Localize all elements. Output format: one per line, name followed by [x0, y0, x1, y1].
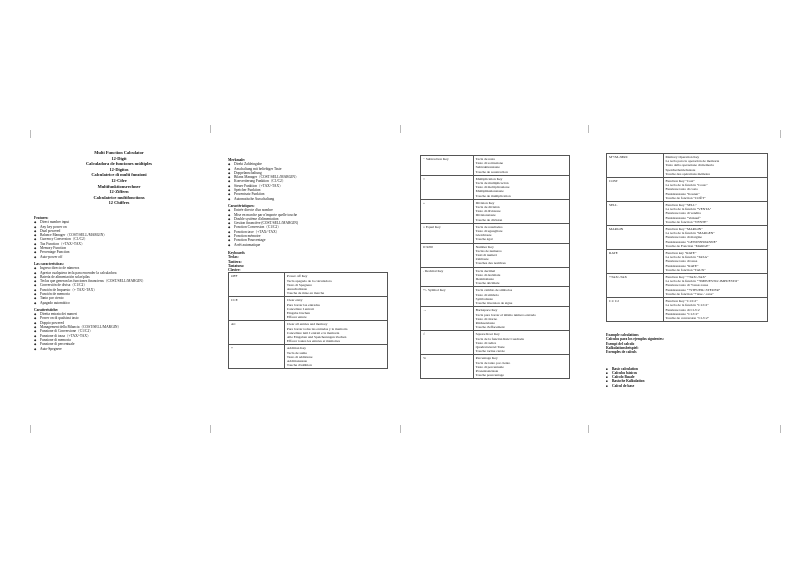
key-description-line: Tasto di simbolo: [475, 292, 499, 297]
key-description: [663, 250, 767, 274]
key-description: [473, 156, 569, 176]
title-line: Calculatrice multifonctions: [93, 194, 145, 200]
key-description-line: Touche de fonction "TAUX": [665, 267, 706, 272]
keyboards-line: Clavier:: [228, 268, 241, 273]
key-description-line: Effacer entrée: [286, 315, 307, 320]
crop-mark: [210, 125, 219, 133]
key-description-line: Tasto di moltiplicazione: [475, 185, 510, 190]
key-table: [420, 155, 570, 379]
key-description: [473, 331, 569, 355]
key-row: [229, 345, 388, 369]
key-name: COST: [607, 178, 664, 202]
column-3: [420, 155, 570, 379]
calc-item: ■ Basische Kalkulation: [606, 379, 768, 383]
example-line: Calculos para los ejemplos siguientes:: [606, 337, 664, 342]
crop-mark: [210, 425, 219, 433]
title-line: 12-Cifre: [111, 177, 127, 183]
key-description: [473, 243, 569, 267]
key-name: M+/M-/MRC: [607, 154, 664, 178]
key-description-line: Teclas de numeros: [475, 248, 502, 253]
key-description-line: Touche de Fonction "MARGE": [665, 243, 710, 248]
key-description-line: Funktionstaste "GEWINNSPANNE": [665, 239, 718, 244]
key-description-line: Cancellare tutti I entrati e la memoria: [286, 330, 340, 335]
feature-item: ◆ Teclas que generan las funciones financieras（COST/SELL/MARGIN）: [34, 279, 204, 283]
feature-item: ◆ Direct number input: [34, 220, 204, 224]
example-line: Kalkulationsbeispiel:: [606, 346, 639, 350]
key-table: [228, 272, 388, 369]
key-description-line: Function Key "+TAX/-TAX": [665, 275, 707, 280]
feature-item: ◆ Mise en marche par n'importe quelle touche: [228, 213, 388, 217]
key-description-line: Addition Key: [286, 346, 307, 351]
key-description-line: Backspace Key: [475, 308, 498, 313]
key-description-line: Touche de fonction "COÛT": [665, 195, 706, 200]
feature-item: ◆ Fonction Pourcentage: [228, 238, 388, 242]
key-description-line: Tasto di divisione: [475, 209, 501, 214]
feature-item: ◆ Funzione di percentuale: [34, 342, 204, 346]
key-description-line: Multiplication Key: [475, 176, 503, 181]
key-description-line: Eingabe löschen: [286, 311, 310, 316]
feature-item: ◆ Apretar cualquiera tecla para encender la calculadora: [34, 271, 204, 275]
key-row: [229, 273, 388, 297]
feature-item: ◆ Apagado automático: [34, 301, 204, 305]
key-description-line: Touche de mise en marche: [286, 291, 325, 296]
calc-list: [606, 367, 768, 388]
crop-mark: [588, 425, 597, 433]
feature-item: ◆ Percentage Function: [34, 250, 204, 254]
key-description: [284, 273, 387, 297]
key-description: [663, 226, 767, 250]
key-name: %: [421, 355, 474, 379]
key-description: [284, 321, 387, 345]
key-description-line: Subtraktionstaste: [475, 165, 500, 170]
key-description-line: Funzione tasto di C1/C2: [665, 307, 700, 312]
keyboards-line: Keyboards: [228, 250, 245, 255]
feature-item: ◆ Funzione di tassa（+TAX/-TAX）: [34, 334, 204, 338]
crop-mark: [400, 425, 409, 433]
feature-item: ◆ Doppelanschaltung: [228, 171, 388, 175]
column-2: [228, 155, 388, 369]
key-name: − Subtraction Key: [421, 156, 474, 176]
key-description-line: Tecla de suma: [286, 350, 307, 355]
key-description-line: Touche d'effacement: [475, 325, 505, 330]
key-description-line: Effacer toutes les entrées et mémoires: [286, 339, 340, 344]
key-name: →: [421, 307, 474, 331]
key-row: [421, 199, 570, 223]
keyboards-line: Tastiera:: [228, 259, 242, 264]
key-description: [473, 199, 569, 223]
key-description-line: Percentage Key: [475, 356, 498, 361]
key-description-line: La tecla de la función "C1/C2": [665, 303, 709, 308]
key-description-line: Touche de conversion "C1/C2": [665, 315, 710, 320]
title-line: 12-Digitos: [109, 166, 129, 172]
key-description-line: Tasto di decimale: [475, 272, 501, 277]
feature-item: ◆ Speicher Funktion: [228, 188, 388, 192]
key-description: [663, 178, 767, 202]
key-description-line: Quadratwurzel Taste: [475, 344, 505, 349]
crop-mark: [30, 130, 39, 138]
key-name: SELL: [607, 202, 664, 226]
key-row: [421, 307, 570, 331]
key-row: [421, 331, 570, 355]
key-description-line: Function Key "C1/C2": [665, 299, 698, 304]
key-description: [663, 274, 767, 298]
feature-item: ◆ Función de memoria: [34, 292, 204, 296]
key-description-line: Speicherbetriebstaste: [665, 167, 696, 172]
key-description: [473, 355, 569, 379]
key-description-line: Number Key: [475, 244, 494, 249]
key-name: MARGIN: [607, 226, 664, 250]
key-description-line: Tecla de la función Raíz Cuadrada: [475, 336, 524, 341]
crop-mark: [588, 125, 597, 133]
feature-item: ◆ Any key power on: [34, 225, 204, 229]
key-description-line: Function Key "MARGIN": [665, 227, 703, 232]
key-description-line: Tecla apagado de la calculadora: [286, 278, 332, 283]
key-description-line: La tecla de la función "MARGEN": [665, 231, 715, 236]
example-line: Esempi del calcolo: [606, 341, 635, 346]
key-description-line: Additionstaste: [286, 359, 308, 364]
feature-item: ◆ Funzione di memoria: [34, 338, 204, 342]
key-name: +TAX/-TAX: [607, 274, 664, 298]
feature-item: ◆ Dual powered: [34, 229, 204, 233]
section-heading: Las características:: [34, 261, 64, 266]
key-description-line: Tecla de multiplicación: [475, 181, 509, 186]
key-description-line: Tasto di sottrazione: [475, 161, 504, 166]
key-description-line: Tasto di radice: [475, 340, 497, 345]
key-description-line: Tecla de resultados: [475, 224, 503, 229]
key-name: ×: [421, 175, 474, 199]
key-description-line: Funktionstaste "C1/C2": [665, 311, 699, 316]
key-description: [663, 202, 767, 226]
title-line: Calculadora de funciones múltiples: [86, 161, 152, 167]
key-description-line: Tasti di numeri: [475, 253, 497, 258]
feature-sections: [34, 216, 204, 351]
key-name: √: [421, 331, 474, 355]
feature-item: ◆ Doppio powered: [34, 321, 204, 325]
feature-item: ◆ Tax Function（+TAX/-TAX）: [34, 242, 204, 246]
feature-item: ◆ Management della Bilancia（COST/SELL/MARGIN）: [34, 325, 204, 329]
key-name: CCE: [229, 297, 285, 321]
feature-item: ◆ Auto-power off: [34, 255, 204, 259]
key-name: AC: [229, 321, 285, 345]
crop-mark: [780, 130, 789, 138]
key-description-line: Tasto di ritorno: [475, 316, 498, 321]
feature-item: ◆ Función de Impuesto（+ TAX/-TAX）: [34, 288, 204, 292]
feature-item: ◆ Gestion financière (COST/SELL/MARGIN): [228, 221, 388, 225]
title-line: Multi Function Calculator: [94, 150, 144, 155]
feature-item: ◆ Tanto por ciento: [34, 296, 204, 300]
crop-mark: [400, 125, 409, 133]
key-description-line: Funzione tasto di +tassa/-tassa: [665, 283, 709, 288]
key-description-line: Memory Operation Key: [665, 155, 700, 159]
key-name: OFF: [229, 273, 285, 297]
key-description-line: Funzione tasto di vendita: [665, 211, 701, 216]
key-row: [607, 178, 768, 202]
key-description-line: Symboltaste: [475, 296, 493, 301]
key-row: [607, 298, 768, 322]
key-description-line: Gleichtaste: [475, 233, 492, 238]
feature-item: ◆ Power on di qualsiasi tasto: [34, 316, 204, 320]
section-heading: Merkmale:: [228, 158, 246, 162]
key-description-line: Funktionstaste "+STEUER/-STEUER": [665, 287, 721, 292]
section-heading: Caractéristiques:: [228, 203, 255, 208]
key-description-line: Dezimaltaste: [475, 277, 494, 282]
key-row: [229, 321, 388, 345]
feature-list: [34, 220, 204, 259]
key-description-line: Tecla de tanto por ciento: [475, 360, 511, 365]
feature-item: ◆ Steuer Funktion（+TAX/-TAX）: [228, 184, 388, 188]
key-description-line: Funktionstaste "Kosten": [665, 191, 700, 196]
key-description-line: Touche décimale: [475, 281, 500, 286]
key-row: [421, 175, 570, 199]
feature-list: [34, 266, 204, 305]
key-name: 0~9/00: [421, 243, 474, 267]
key-description: [663, 298, 767, 322]
key-description-line: Cancellare I entrati: [286, 306, 314, 311]
key-description-line: Tecla de resta: [475, 157, 495, 161]
feature-item: ◆ Double système d'alimentation: [228, 217, 388, 221]
key-description-line: Tasto della operazione di memoria: [665, 163, 714, 168]
key-description-line: Alle Eingaben und Speicherungen löschen: [286, 335, 347, 340]
key-row: [229, 297, 388, 321]
calc-item: ■ Calcolo Basale: [606, 375, 768, 379]
key-row: [607, 226, 768, 250]
key-description-line: Touche de soustraction: [475, 169, 508, 174]
title-line: Multifunktionsrechner: [97, 183, 141, 189]
key-description-line: Tasto di uguagliare: [475, 229, 503, 234]
keyboards-line: Teclas:: [228, 255, 239, 260]
key-description-line: Function Key "Cost": [665, 179, 695, 184]
feature-item: ◆ Batería de alimentación solar/pilas: [34, 275, 204, 279]
key-description-line: La tecla para la operación de memoria: [665, 159, 720, 164]
column-1: [34, 150, 204, 351]
key-description-line: Tecla para borrar el último número entrado: [475, 312, 536, 317]
feature-item: ◆ Anschaltung mit beliebiger Taste: [228, 167, 388, 171]
feature-list: [34, 312, 204, 351]
key-description-line: Funzione tasto di costo: [665, 187, 698, 192]
key-row: [607, 274, 768, 298]
key-description: [284, 297, 387, 321]
key-description-line: La tecla de la función "Costo": [665, 183, 708, 188]
key-description-line: Function Key "SELL": [665, 203, 697, 208]
key-description: [663, 154, 767, 178]
feature-item: ◆ Balance Manager（COST/SELL/MARGIN）: [34, 233, 204, 237]
key-description-line: Touche des opérations mémoire: [665, 171, 711, 176]
key-description-line: Zahltaste: [475, 257, 489, 262]
feature-item: ◆ Fonction mémoire: [228, 234, 388, 238]
key-description-line: Funktionstaste "Verkauf": [665, 215, 701, 220]
key-row: [607, 154, 768, 178]
key-description-line: Square Root Key: [475, 332, 500, 337]
section-heading: Features:: [34, 215, 49, 220]
key-description-line: Tecla decimal: [475, 268, 496, 273]
key-description-line: Power off Key: [286, 274, 308, 279]
key-description: [473, 223, 569, 243]
examples-heading: [606, 333, 768, 354]
column-4: [606, 153, 768, 388]
key-description: [473, 175, 569, 199]
key-description-line: Prozentsatztaste: [475, 368, 499, 373]
feature-item: ◆ Konvertierung Funktion（C1/C2）: [228, 179, 388, 183]
key-name: +: [229, 345, 285, 369]
key-row: [421, 287, 570, 307]
key-description-line: Touche égal: [475, 237, 493, 242]
key-row: [421, 267, 570, 287]
feature-item: ◆ Direkt Zahleingabe: [228, 162, 388, 166]
key-description-line: Funzione tasto di tassa: [665, 259, 698, 264]
key-description: [473, 267, 569, 287]
key-description-line: La tecla de la función "TASA": [665, 255, 709, 260]
feature-item: ◆ Fonction taxe（+TAX/-TAX）: [228, 230, 388, 234]
key-description-line: Division Key: [475, 200, 495, 205]
calc-item: ■ Basic calculation: [606, 367, 768, 371]
feature-item: ◆ Fonction Conversion（C1/C2）: [228, 225, 388, 229]
title-line: 12-Digit: [111, 155, 127, 161]
crop-mark: [780, 425, 789, 433]
key-description-line: Touche de division: [475, 217, 503, 222]
key-description-line: Clear entry: [286, 298, 303, 303]
key-description-line: Touche racine carrée: [475, 349, 505, 354]
key-description-line: Para borrar todas las entradas y la memoria: [286, 326, 348, 331]
feature-item: ◆ Automatische Ausschaltung: [228, 197, 388, 201]
key-name: . Decimal Key: [421, 267, 474, 287]
key-description-line: Touche de fonction "+taxe / -taxe": [665, 291, 714, 296]
example-line: Exemples de calculs: [606, 350, 637, 355]
title-block: [34, 150, 204, 206]
key-description-line: Tasto di percentuale: [475, 364, 504, 369]
title-line: 12-Ziffern: [109, 189, 129, 195]
key-description-line: Touche d'addition: [286, 363, 312, 368]
key-row: [607, 202, 768, 226]
key-description-line: Tecla cambio de simbolos: [475, 288, 513, 293]
key-name: = Equal Key: [421, 223, 474, 243]
example-line: Example calculations: [606, 333, 639, 338]
key-description: [473, 287, 569, 307]
feature-item: ◆ Bilanz Manager（COST/SELL/MARGIN）: [228, 175, 388, 179]
key-description-line: Touche inversion de signe: [475, 301, 513, 306]
key-name: ÷: [421, 199, 474, 223]
key-description-line: Tasto di addizione: [286, 354, 313, 359]
key-description: [284, 345, 387, 369]
key-name: +/- Symbol Key: [421, 287, 474, 307]
feature-item: ◆ Currency Conversion（C1/C2）: [34, 237, 204, 241]
key-description-line: La tecla de la función "VENTA": [665, 207, 712, 212]
title-line: 12 Chiffres: [108, 200, 130, 206]
feature-item: ◆ Entrée directe d'un nombre: [228, 208, 388, 212]
feature-item: ◆ Diretta entrata dei numeri: [34, 312, 204, 316]
feature-item: ◆ Conversión de divisa（C1/C2）: [34, 283, 204, 287]
key-description-line: Funktionstaste "RATE": [665, 263, 699, 268]
key-description-line: Multiplikationstaste: [475, 189, 504, 194]
crop-mark: [30, 425, 39, 433]
calc-item: ■ Calculos básicos: [606, 371, 768, 375]
key-description: [473, 307, 569, 331]
key-description-line: Funzione tasto di margine: [665, 235, 702, 240]
key-description-line: Clear all entries and memory: [286, 322, 328, 327]
key-name: RATE: [607, 250, 664, 274]
keyboards-line: Tastatura:: [228, 263, 245, 268]
key-table: [606, 153, 768, 322]
feature-item: ◆ Prozentsatz Funktion: [228, 192, 388, 196]
feature-item: ◆ Ingreso directo de números: [34, 266, 204, 270]
feature-list: [228, 208, 388, 247]
key-description-line: Touches des nombres: [475, 261, 506, 266]
key-row: [421, 156, 570, 176]
feature-list: [228, 162, 388, 201]
title-line: Calculatrice di multi funzioni: [91, 172, 147, 178]
calc-item: ■ Calcul de base: [606, 384, 768, 388]
keyboards-heading: [228, 251, 388, 272]
key-description-line: Rücksetztaste: [475, 320, 495, 325]
feature-item: ◆ Funzione di Conversione（C1/C2）: [34, 329, 204, 333]
key-description-line: Tasto di Spegnere: [286, 282, 312, 287]
key-row: [421, 355, 570, 379]
key-name: C1/ C2: [607, 298, 664, 322]
key-description-line: Divisionstaste: [475, 213, 496, 218]
key-description-line: Touche de fonction "VENTE": [665, 219, 708, 224]
key-row: [607, 250, 768, 274]
key-row: [421, 243, 570, 267]
key-description-line: Function key "RATE": [665, 251, 697, 256]
key-description-line: Tecla de división: [475, 205, 500, 210]
key-description-line: La tecla de la función "+IMPUESTO/-IMPUESTO": [665, 279, 739, 284]
feature-item: ◆ Memory Function: [34, 246, 204, 250]
key-description-line: Touche de multiplication: [475, 193, 511, 198]
feature-item: ◆ Auto-Spegnere: [34, 347, 204, 351]
key-description-line: Touche pourcentage: [475, 373, 504, 378]
feature-item: ◆ Arrêt automatique: [228, 243, 388, 247]
key-row: [421, 223, 570, 243]
key-description-line: Ausschalttaste: [286, 287, 308, 292]
section-heading: Caratteristiche:: [34, 307, 59, 312]
feature-sections: [228, 158, 388, 247]
key-description-line: Para borrar las entradas: [286, 302, 320, 307]
